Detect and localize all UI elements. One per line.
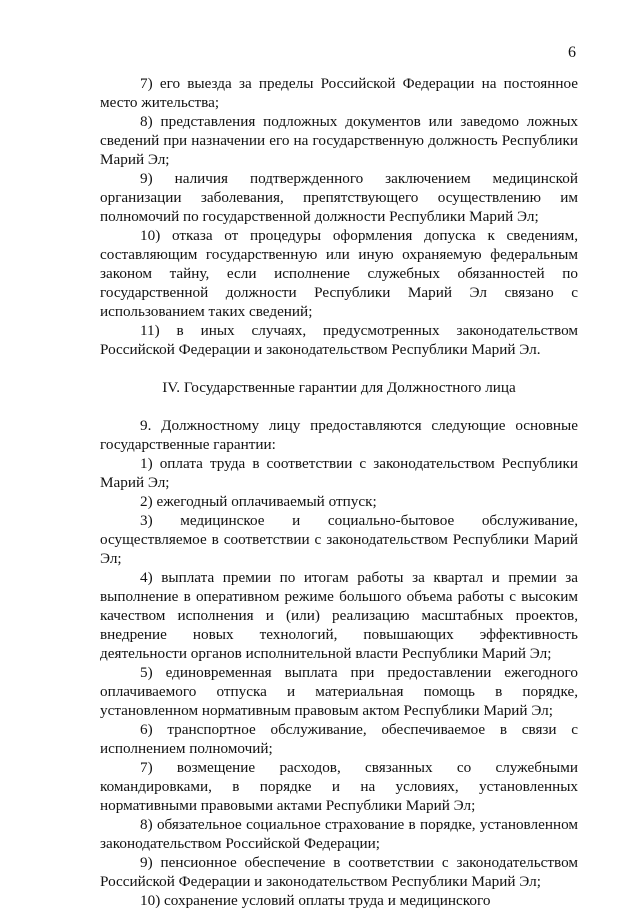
paragraph-guarantee-2: 2) ежегодный оплачиваемый отпуск;: [140, 493, 377, 510]
section-heading: IV. Государственные гарантии для Должностного лица: [162, 379, 516, 396]
paragraph-guarantee-6: 6) транспортное обслуживание, обеспечиваемое в связи с исполнением полномочий;: [100, 721, 578, 757]
paragraph-article-9: 9. Должностному лицу предоставляются следующие основные государственные гарантии:: [100, 417, 578, 453]
paragraph-guarantee-10: 10) сохранение условий оплаты труда и медицинского: [140, 892, 491, 909]
paragraph-guarantee-5: 5) единовременная выплата при предоставлении ежегодного оплачиваемого отпуска и материальная помощь в порядке, установленном нормативным правовым актом Республики Марий Эл;: [100, 664, 578, 719]
paragraph-guarantee-9: 9) пенсионное обеспечение в соответствии с законодательством Российской Федерации и законодательством Республики Марий Эл;: [100, 854, 578, 890]
paragraph-clause-7: 7) его выезда за пределы Российской Федерации на постоянное место жительства;: [100, 75, 578, 111]
paragraph-guarantee-3: 3) медицинское и социально-бытовое обслуживание, осуществляемое в соответствии с законодательством Республики Марий Эл;: [100, 512, 578, 567]
paragraph-clause-10: 10) отказа от процедуры оформления допуска к сведениям, составляющим государственную или иную охраняемую федеральным законом тайну, если исполнение служебных обязанностей по государственной должности Республики Марий Эл связано с использованием таких сведений;: [100, 227, 578, 320]
paragraph-guarantee-1: 1) оплата труда в соответствии с законодательством Республики Марий Эл;: [100, 455, 578, 491]
page-number: 6: [568, 44, 576, 61]
paragraph-clause-9: 9) наличия подтвержденного заключением медицинской организации заболевания, препятствующего осуществлению им полномочий по государственной должности Республики Марий Эл;: [100, 170, 578, 225]
paragraph-guarantee-7: 7) возмещение расходов, связанных со служебными командировками, в порядке и на условиях, установленных нормативными правовыми актами Республики Марий Эл;: [100, 759, 578, 814]
paragraph-clause-11: 11) в иных случаях, предусмотренных законодательством Российской Федерации и законодательством Республики Марий Эл.: [100, 322, 578, 358]
paragraph-guarantee-4: 4) выплата премии по итогам работы за квартал и премии за выполнение в оперативном режиме большого объема работы с высоким качеством исполнения и (или) реализацию масштабных проектов, внедрение новых технологий, повышающих эффективность деятельности органов исполнительной власти Республики Марий Эл;: [100, 569, 578, 662]
document-body: [100, 74, 578, 910]
paragraph-guarantee-8: 8) обязательное социальное страхование в порядке, установленном законодательством Российской Федерации;: [100, 816, 578, 852]
paragraph-clause-8: 8) представления подложных документов или заведомо ложных сведений при назначении его на государственную должность Республики Марий Эл;: [100, 113, 578, 168]
